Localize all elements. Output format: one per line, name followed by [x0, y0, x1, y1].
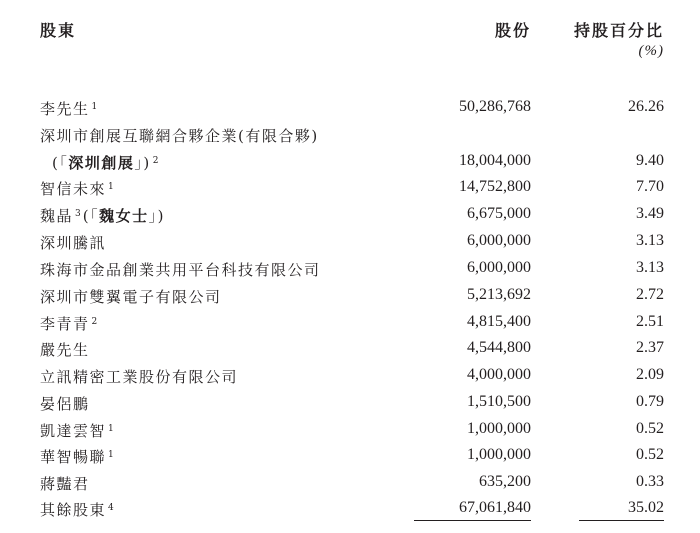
share-count: 6,675,000 — [467, 205, 531, 222]
footnote-marker: 2 — [91, 317, 98, 327]
share-percentage: 7.70 — [636, 178, 664, 195]
table-row — [0, 98, 700, 124]
share-count: 1,510,500 — [467, 393, 531, 410]
share-percentage: 2.09 — [636, 366, 664, 383]
share-percentage: 0.52 — [636, 420, 664, 437]
share-percentage: 0.52 — [636, 446, 664, 463]
table-row — [0, 125, 700, 151]
table-row — [0, 420, 700, 446]
table-row — [0, 393, 700, 419]
table-row — [0, 178, 700, 204]
table-row — [0, 339, 700, 365]
share-percentage: 3.13 — [636, 259, 664, 276]
shareholder-name: 蔣豔君 — [40, 475, 90, 493]
share-count: 4,815,400 — [467, 313, 531, 330]
table-row — [0, 152, 700, 178]
footnote-marker: 1 — [91, 102, 98, 112]
table-row — [0, 499, 700, 525]
shareholder-name: 嚴先生 — [40, 341, 90, 359]
defined-term: 魏女士 — [99, 207, 149, 225]
shareholder-name: 智信未來 $^1$ — [40, 180, 114, 198]
share-percentage: 0.33 — [636, 473, 664, 490]
share-percentage: 0.79 — [636, 393, 664, 410]
shareholder-name: 深圳市雙翼電子有限公司 — [40, 288, 222, 306]
table-row — [0, 232, 700, 258]
shareholder-name: 晏侶鵬 — [40, 395, 90, 413]
footnote-marker: 1 — [108, 182, 114, 192]
percentage-column-underline — [579, 520, 664, 521]
table-row — [0, 313, 700, 339]
shareholder-name: 李青青 $^2$ — [40, 315, 98, 333]
share-count: 6,000,000 — [467, 232, 531, 249]
footnote-marker: 3 — [75, 209, 81, 219]
share-count: 67,061,840 — [459, 499, 531, 516]
table-row — [0, 205, 700, 231]
footnote-marker: 1 — [108, 450, 114, 460]
shareholder-name: 深圳市創展互聯網合夥企業(有限合夥) — [40, 127, 319, 145]
shareholder-name: 立訊精密工業股份有限公司 — [40, 368, 239, 386]
column-header-shareholder: 股東 — [40, 21, 77, 40]
share-percentage: 2.37 — [636, 339, 664, 356]
share-percentage: 3.49 — [636, 205, 664, 222]
table-row — [0, 286, 700, 312]
column-header-percentage: 持股百分比 — [573, 21, 664, 40]
footnote-marker: 1 — [108, 424, 114, 434]
table-row — [0, 446, 700, 472]
table-row — [0, 259, 700, 285]
share-count: 1,000,000 — [467, 446, 531, 463]
share-count: 635,200 — [479, 473, 531, 490]
shares-column-underline — [414, 520, 531, 521]
share-percentage: 26.26 — [628, 98, 664, 115]
shareholder-name: 華智暢聯 $^1$ — [40, 448, 114, 466]
column-header-shares: 股份 — [494, 21, 531, 40]
share-percentage: 2.51 — [636, 313, 664, 330]
share-count: 4,000,000 — [467, 366, 531, 383]
percentage-unit: (%) — [638, 43, 664, 59]
share-count: 50,286,768 — [459, 98, 531, 115]
shareholder-name: 珠海市金品創業共用平台科技有限公司 — [40, 261, 321, 279]
shareholder-name: 魏晶 $^3$ (「魏女士」) — [40, 207, 165, 225]
defined-term: 深圳創展 — [68, 154, 135, 172]
share-percentage: 2.72 — [636, 286, 664, 303]
share-count: 6,000,000 — [467, 259, 531, 276]
share-percentage: 35.02 — [628, 499, 664, 516]
share-percentage: 3.13 — [636, 232, 664, 249]
share-count: 18,004,000 — [459, 152, 531, 169]
share-count: 4,544,800 — [467, 339, 531, 356]
shareholder-name: 深圳騰訊 — [40, 234, 107, 252]
share-count: 14,752,800 — [459, 178, 531, 195]
table-row — [0, 366, 700, 392]
footnote-marker: 4 — [108, 503, 114, 513]
shareholder-short-name: (「深圳創展」) $^2$ — [52, 154, 159, 172]
shareholder-name: 凱達雲智 $^1$ — [40, 422, 114, 440]
share-percentage: 9.40 — [636, 152, 664, 169]
footnote-marker: 2 — [152, 156, 159, 166]
shareholder-name: 李先生 $^1$ — [40, 100, 98, 118]
share-count: 1,000,000 — [467, 420, 531, 437]
table-row — [0, 473, 700, 499]
shareholder-name: 其餘股東 $^4$ — [40, 501, 114, 519]
share-count: 5,213,692 — [467, 286, 531, 303]
